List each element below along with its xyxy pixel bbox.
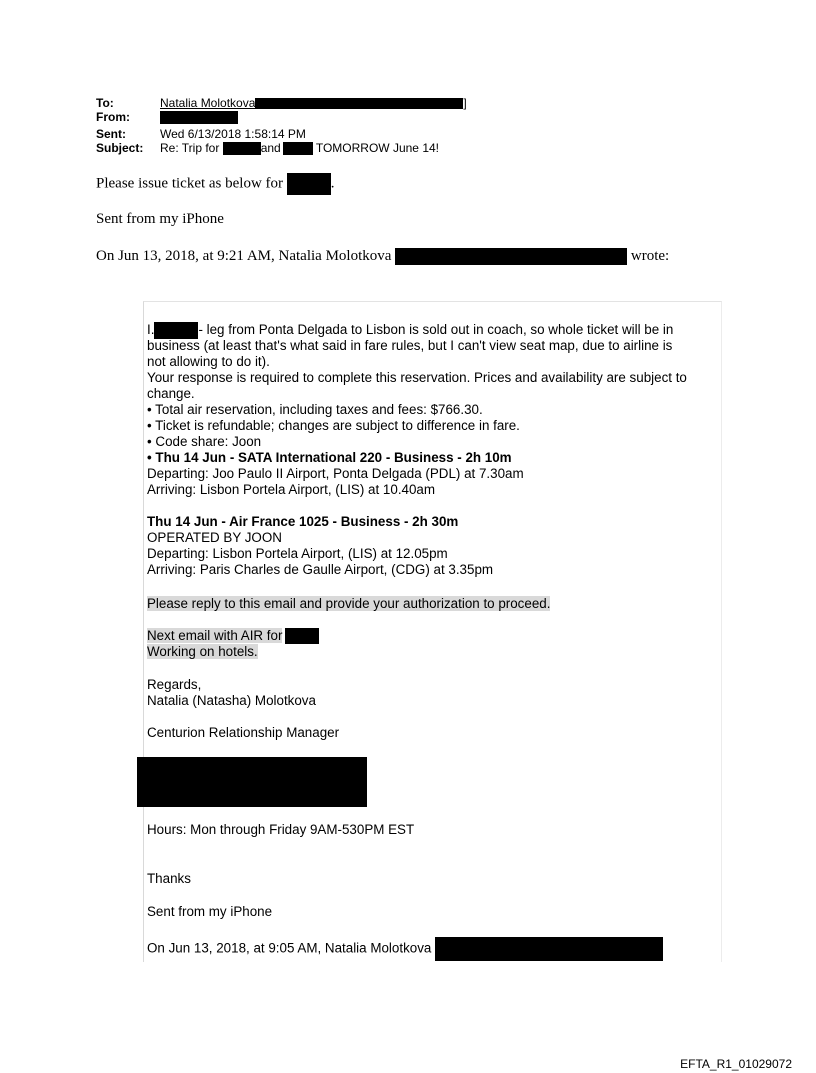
bullet-item: • Total air reservation, including taxes and fees: $766.30. [147,402,483,417]
thanks-line: Thanks [147,871,191,886]
to-row [96,97,467,110]
intro-line-2: business (at least that's what said in fare rules, but I can't view seat map, due to airline is [147,338,673,353]
hours-line: Hours: Mon through Friday 9AM-530PM EST [147,822,415,837]
signature-name: Natalia (Natasha) Molotkova [147,693,316,708]
to-value: Natalia Molotkova [160,96,256,110]
working-hotels-line [147,644,258,660]
flight-2-operated: OPERATED BY JOON [147,530,282,545]
flight-2-depart: Departing: Lisbon Portela Airport, (LIS) at 12.05pm [147,546,448,561]
issue-text: Please issue ticket as below for [96,175,284,192]
on-wrote-line [96,247,669,265]
working-hotels-text: Working on hotels. [147,644,258,659]
flight-1-title: • Thu 14 Jun - SATA International 220 - Business - 2h 10m [147,450,512,465]
subject-and: and [260,141,281,155]
flight-2-title: Thu 14 Jun - Air France 1025 - Business - 2h 30m [147,514,459,529]
flight-2-arrive: Arriving: Paris Charles de Gaulle Airport, (CDG) at 3.35pm [147,562,494,577]
redaction-box [154,322,198,339]
bullet-item: • Code share: Joon [147,434,262,449]
subject-row [96,142,439,155]
issue-line [96,173,335,195]
redaction-box [435,937,663,961]
from-label: From: [96,110,130,124]
reply-note [147,596,550,612]
bullet-item: • Ticket is refundable; changes are subject to difference in fare. [147,418,520,433]
intro-prefix: I. [147,322,155,338]
bullet-text: Ticket is refundable; changes are subject to difference in fare. [155,418,520,433]
response-line-1: Your response is required to complete this reservation. Prices and availability are subject to [147,370,687,385]
regards: Regards, [147,677,202,692]
redaction-box [283,142,313,155]
redaction-box [255,98,463,109]
response-line-2: change. [147,386,195,401]
signature-title: Centurion Relationship Manager [147,725,340,740]
subject-suffix: TOMORROW June 14! [315,141,439,155]
quoted-sent-from: Sent from my iPhone [147,904,273,919]
intro-text: - leg from Ponta Delgada to Lisbon is sold out in coach, so whole ticket will be in [198,322,674,338]
bullet-text: Total air reservation, including taxes and fees: $766.30. [155,402,483,417]
flight-title-text: Thu 14 Jun - SATA International 220 - Business - 2h 10m [155,450,512,465]
to-label: To: [96,96,114,110]
subject-prefix: Re: Trip for [160,141,220,155]
redaction-box [223,142,261,155]
sent-from-line: Sent from my iPhone [96,211,224,227]
wrote-text: wrote: [630,248,670,264]
redaction-box [395,248,627,265]
from-row [96,111,238,124]
intro-line-1 [147,322,673,339]
to-suffix: ] [463,96,467,110]
redaction-box [137,757,367,807]
redaction-box [285,628,319,644]
on-line-text: On Jun 13, 2018, at 9:21 AM, Natalia Molotkova [96,248,392,264]
next-email-line [147,628,319,644]
quoted-on-line [147,937,663,961]
issue-end: . [330,175,335,192]
sent-value: Wed 6/13/2018 1:58:14 PM [160,127,306,141]
redaction-box [287,173,331,195]
document-id: EFTA_R1_01029072 [680,1057,792,1071]
bullet-text: Code share: Joon [155,434,262,449]
flight-1-depart: Departing: Joo Paulo II Airport, Ponta Delgada (PDL) at 7.30am [147,466,524,481]
reply-note-text: Please reply to this email and provide your authorization to proceed. [147,596,551,611]
redaction-box [160,111,238,124]
next-email-text: Next email with AIR for [147,628,283,643]
flight-1-arrive: Arriving: Lisbon Portela Airport, (LIS) at 10.40am [147,482,436,497]
quoted-on-line-text: On Jun 13, 2018, at 9:05 AM, Natalia Molotkova [147,940,432,956]
intro-line-3: not allowing to do it). [147,354,270,369]
sent-row [96,128,306,141]
subject-label: Subject: [96,141,144,155]
sent-label: Sent: [96,127,126,141]
